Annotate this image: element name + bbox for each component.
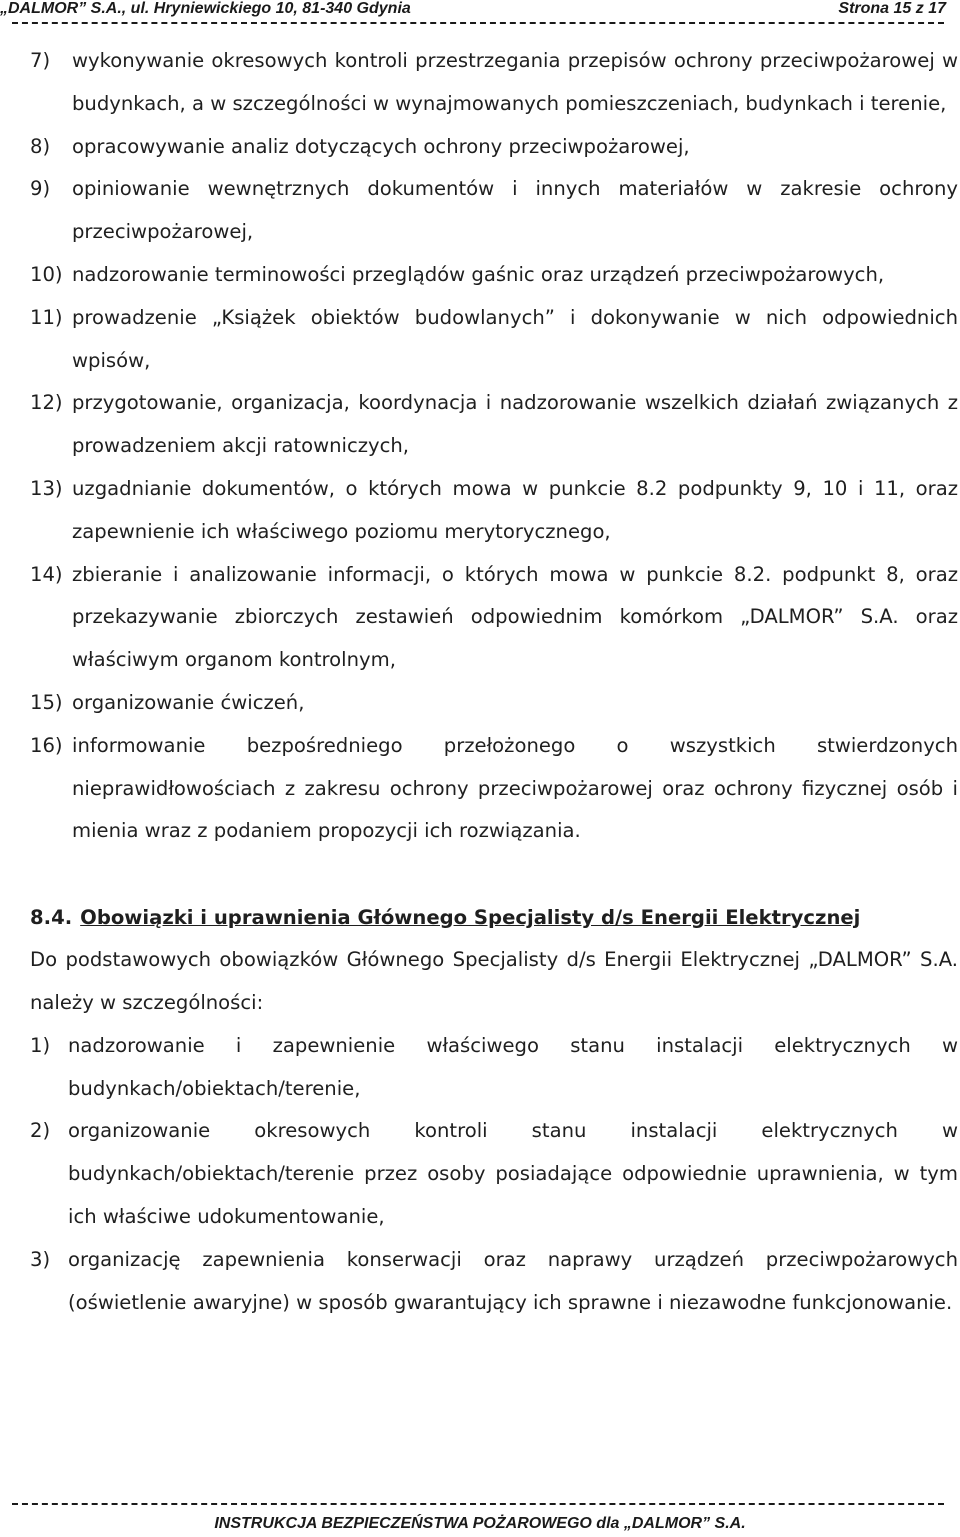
list-item-text: prowadzenie „Książek obiektów budowlanych” i dokonywanie w nich odpowiednich wpisów,	[72, 305, 958, 372]
list-item	[30, 297, 958, 383]
list-item	[30, 725, 958, 853]
duties-list-continued	[30, 40, 958, 853]
list-item-text: uzgadnianie dokumentów, o których mowa w punkcie 8.2 podpunkty 9, 10 i 11, oraz zapewnienie ich właściwego poziomu merytorycznego,	[72, 476, 958, 543]
list-item-text: przygotowanie, organizacja, koordynacja i nadzorowanie wszelkich działań związanych z prowadzeniem akcji ratowniczych,	[72, 391, 958, 458]
list-item	[30, 1239, 958, 1325]
document-body	[30, 40, 958, 1324]
footer-divider	[12, 1503, 944, 1505]
header-company-address: „DALMOR” S.A., ul. Hryniewickiego 10, 81-340 Gdynia	[0, 0, 411, 17]
list-item-text: opiniowanie wewnętrznych dokumentów i innych materiałów w zakresie ochrony przeciwpożarowej,	[72, 177, 958, 244]
list-item	[30, 382, 958, 468]
list-item	[30, 168, 958, 254]
list-item	[30, 126, 958, 169]
list-item-number: 15)	[30, 690, 63, 714]
list-item-number: 13)	[30, 476, 63, 500]
list-item-number: 7)	[30, 49, 51, 72]
list-item-text: informowanie bezpośredniego przełożonego o wszystkich stwierdzonych nieprawidłowościach z zakresu ochrony przeciwpożarowej oraz ochrony fizycznej osób i mienia wraz z podaniem propozycji ich rozwiązania.	[72, 733, 958, 843]
list-item-text: organizowanie okresowych kontroli stanu instalacji elektrycznych w budynkach/obiektach/terenie przez osoby posiadające odpowiednie uprawnienia, w tym ich właściwe udokumentowanie,	[68, 1119, 958, 1228]
list-item-number: 9)	[30, 177, 51, 201]
list-item	[30, 254, 958, 297]
list-item-text: nadzorowanie i zapewnienie właściwego stanu instalacji elektrycznych w budynkach/obiektach/terenie,	[68, 1033, 958, 1100]
list-item-number: 3)	[30, 1247, 51, 1271]
page-footer: INSTRUKCJA BEZPIECZEŃSTWA POŻAROWEGO dla „DALMOR” S.A.	[214, 1515, 746, 1532]
list-item-text: organizowanie ćwiczeń,	[72, 690, 305, 714]
list-item-text: wykonywanie okresowych kontroli przestrzegania przepisów ochrony przeciwpożarowej w budynkach, a w szczególności w wynajmowanych pomieszczeniach, budynkach i terenie,	[72, 49, 958, 115]
section-title: Obowiązki i uprawnienia Głównego Specjalisty d/s Energii Elektrycznej	[80, 906, 861, 930]
section-heading	[30, 897, 958, 939]
header-page-number: Strona 15 z 17	[838, 0, 946, 17]
list-item	[30, 468, 958, 554]
section-duties-list	[30, 1025, 958, 1325]
list-item-number: 14)	[30, 562, 63, 586]
section-number: 8.4.	[30, 906, 73, 930]
list-item-number: 8)	[30, 134, 51, 158]
list-item	[30, 1110, 958, 1238]
header-divider	[12, 22, 944, 24]
list-item-number: 2)	[30, 1119, 51, 1143]
list-item	[30, 40, 958, 126]
list-item-text: organizację zapewnienia konserwacji oraz naprawy urządzeń przeciwpożarowych (oświetlenie awaryjne) w sposób gwarantujący ich sprawne i niezawodne funkcjonowanie.	[68, 1247, 958, 1314]
page-header	[0, 0, 960, 20]
list-item-text: zbieranie i analizowanie informacji, o których mowa w punkcie 8.2. podpunkt 8, oraz przekazywanie zbiorczych zestawień odpowiednim komórkom „DALMOR” S.A. oraz właściwym organom kontrolnym,	[72, 562, 958, 672]
list-item-text: nadzorowanie terminowości przeglądów gaśnic oraz urządzeń przeciwpożarowych,	[72, 262, 885, 286]
list-item-number: 10)	[30, 262, 63, 286]
list-item-number: 12)	[30, 391, 63, 415]
list-item-number: 16)	[30, 733, 63, 757]
list-item	[30, 682, 958, 725]
section-intro: Do podstawowych obowiązków Głównego Specjalisty d/s Energii Elektrycznej „DALMOR” S.A. należy w szczególności:	[30, 948, 958, 1014]
list-item-text: opracowywanie analiz dotyczących ochrony przeciwpożarowej,	[72, 134, 690, 158]
list-item-number: 1)	[30, 1033, 51, 1057]
list-item	[30, 554, 958, 682]
list-item-number: 11)	[30, 305, 63, 329]
list-item	[30, 1025, 958, 1111]
